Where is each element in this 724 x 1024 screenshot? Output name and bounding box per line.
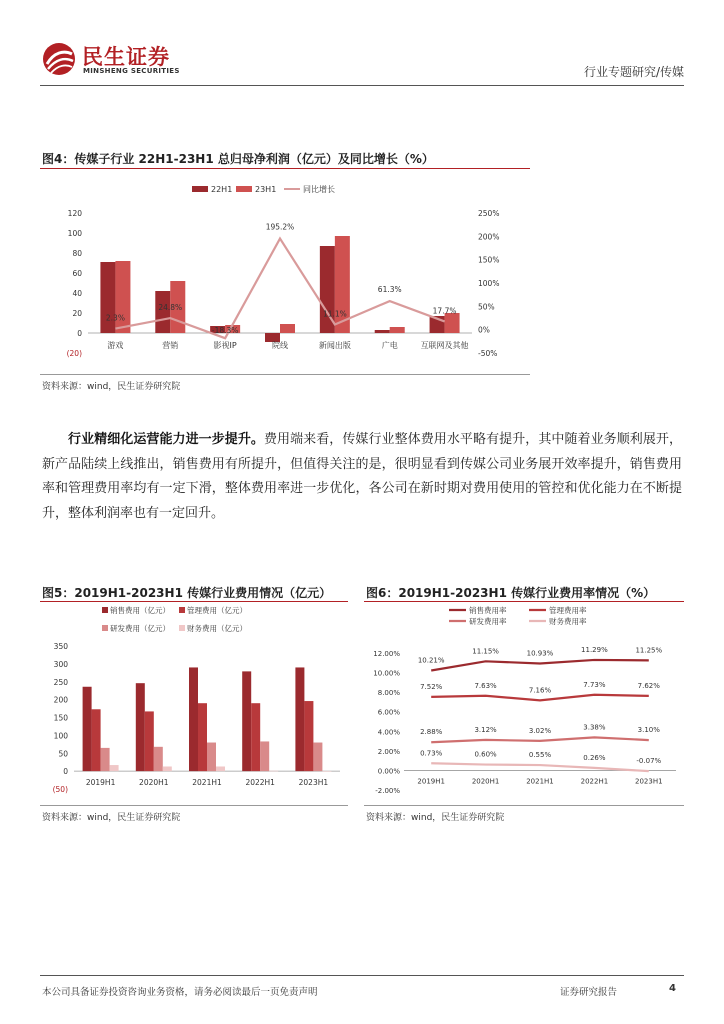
y-tick-label: 250: [53, 677, 68, 687]
x-tick-label: 2022H1: [245, 778, 275, 788]
x-tick-label: 2021H1: [192, 778, 222, 788]
figure5-chart: [40, 603, 348, 805]
figure5-title: 图5：2019H1-2023H1 传媒行业费用情况（亿元）: [42, 586, 332, 600]
data-label: 0.60%: [474, 750, 497, 759]
data-label: 0.26%: [583, 753, 606, 762]
x-tick-label: 2023H1: [635, 777, 663, 786]
figure6-title: 图6：2019H1-2023H1 传媒行业费用率情况（%）: [366, 586, 656, 600]
legend-label: 管理费用（亿元）: [187, 606, 247, 615]
data-label: 7.63%: [474, 681, 497, 690]
data-label: -18.3%: [211, 326, 239, 336]
x-tick-label: 2020H1: [139, 778, 169, 788]
data-label: 61.3%: [377, 285, 402, 295]
x-tick-label: 广电: [381, 341, 398, 350]
data-label: 3.38%: [583, 723, 606, 732]
x-tick-label: 院线: [272, 341, 288, 350]
y-tick-label: 350: [53, 642, 68, 651]
x-tick-label: 互联网及其他: [420, 341, 469, 350]
bar-财务费用（亿元）: [216, 766, 225, 771]
x-tick-label: 影视IP: [213, 341, 237, 350]
data-label: 0.73%: [420, 749, 443, 758]
bar-财务费用（亿元）: [163, 766, 172, 771]
legend-label: 同比增长: [303, 185, 335, 194]
legend-label: 销售费用（亿元）: [110, 606, 170, 615]
bar-22H1: [375, 330, 390, 333]
x-tick-label: 新闻出版: [318, 341, 351, 350]
legend-label: 管理费用率: [549, 606, 587, 615]
y-right-tick-label: 250%: [478, 209, 500, 218]
figure5-source: 资料来源：wind，民生证券研究院: [42, 813, 181, 823]
minsheng-logo-icon: [42, 42, 76, 76]
data-label: 2.88%: [420, 728, 443, 737]
figure4-title: 图4：传媒子行业 22H1-23H1 总归母净利润（亿元）及同比增长（%）: [42, 152, 434, 166]
body-paragraph: [42, 428, 682, 526]
bar-财务费用（亿元）: [110, 765, 119, 771]
logo-text: 民生证券: [82, 45, 170, 69]
data-label: 7.16%: [528, 686, 552, 695]
bar-研发费用（亿元）: [101, 748, 110, 771]
data-label: -0.07%: [636, 757, 662, 766]
data-label: 3.02%: [528, 726, 552, 735]
figure4-chart: [40, 175, 530, 375]
y-tick-label: 2.00%: [377, 747, 400, 756]
x-tick-label: 2021H1: [526, 777, 554, 786]
line-研发费用率: [431, 737, 649, 742]
bar-管理费用（亿元）: [251, 703, 260, 771]
y-left-tick-label: 120: [67, 209, 82, 218]
legend-swatch: [236, 186, 252, 192]
y-tick-label: 50: [58, 749, 68, 759]
y-tick-label: 150: [53, 713, 68, 723]
bar-管理费用（亿元）: [198, 703, 207, 771]
y-tick-label: 200: [53, 695, 68, 705]
y-right-tick-label: -50%: [478, 349, 498, 358]
y-tick-label: 10.00%: [373, 669, 400, 678]
y-right-tick-label: 150%: [478, 255, 500, 265]
figure6-source: 资料来源：wind，民生证券研究院: [366, 813, 505, 823]
legend-swatch: [179, 625, 185, 631]
y-tick-label: 12.00%: [373, 650, 400, 658]
legend-label: 财务费用率: [549, 617, 587, 626]
bar-研发费用（亿元）: [260, 741, 269, 771]
bar-销售费用（亿元）: [295, 667, 304, 771]
y-left-tick-label: (20): [66, 349, 82, 358]
legend-swatch: [102, 607, 108, 613]
y-right-tick-label: 50%: [478, 302, 495, 312]
logo-subtext: MINSHENG SECURITIES: [83, 67, 180, 75]
data-label: 11.1%: [322, 309, 347, 319]
bar-销售费用（亿元）: [242, 671, 251, 771]
y-tick-label: 0.00%: [377, 767, 400, 776]
x-tick-label: 游戏: [107, 341, 124, 350]
bar-管理费用（亿元）: [304, 701, 313, 771]
data-label: 7.73%: [583, 680, 606, 689]
bar-研发费用（亿元）: [154, 747, 163, 771]
legend-label: 22H1: [211, 185, 233, 194]
y-tick-label: 0: [63, 767, 68, 777]
figure6-chart: [364, 603, 684, 805]
data-label: 7.62%: [637, 681, 660, 690]
legend-swatch: [102, 625, 108, 631]
bar-财务费用（亿元）: [269, 771, 278, 772]
bar-销售费用（亿元）: [189, 667, 198, 771]
data-label: 3.12%: [474, 725, 497, 734]
y-left-tick-label: 100: [67, 229, 82, 238]
footer-report-type: 证券研究报告: [560, 987, 618, 998]
x-tick-label: 营销: [162, 341, 179, 350]
data-label: 11.29%: [581, 645, 608, 654]
figure5-title-rule: [40, 601, 348, 602]
data-label: 11.15%: [472, 647, 499, 656]
y-tick-label: 6.00%: [377, 708, 400, 717]
legend-label: 销售费用率: [469, 606, 507, 615]
header-divider: [40, 85, 684, 86]
figure4-bottom-rule: [40, 374, 530, 375]
line-销售费用率: [431, 660, 649, 671]
bar-23H1: [445, 313, 460, 333]
data-label: 2.3%: [105, 313, 125, 323]
data-label: 10.21%: [417, 656, 445, 665]
legend-label: 财务费用（亿元）: [187, 624, 247, 633]
bar-研发费用（亿元）: [313, 743, 322, 772]
y-tick-label: 8.00%: [377, 689, 400, 698]
data-label: 17.7%: [432, 306, 457, 316]
legend-label: 研发费用率: [469, 617, 507, 626]
y-left-tick-label: 80: [72, 249, 82, 258]
footer-divider: [40, 975, 684, 976]
bar-销售费用（亿元）: [83, 687, 92, 771]
figure6-bottom-rule: [364, 805, 684, 806]
paragraph-lead: 行业精细化运营能力进一步提升。: [68, 432, 264, 447]
data-label: 11.25%: [635, 646, 663, 655]
data-label: 3.10%: [637, 726, 660, 735]
page-header: [40, 38, 684, 84]
y-left-tick-label: 40: [72, 289, 82, 298]
y-tick-label: 4.00%: [377, 728, 400, 737]
bar-管理费用（亿元）: [145, 711, 154, 771]
data-label: 195.2%: [265, 222, 295, 232]
y-tick-label: -2.00%: [375, 787, 400, 795]
legend-label: 研发费用（亿元）: [110, 624, 170, 633]
data-label: 10.93%: [526, 649, 554, 658]
y-right-tick-label: 100%: [478, 279, 500, 288]
legend-swatch: [192, 186, 208, 192]
x-tick-label: 2022H1: [580, 777, 609, 786]
x-tick-label: 2019H1: [417, 777, 445, 786]
paragraph-body: 费用端来看，传媒行业整体费用水平略有提升，其中随着业务顺利展开，新产品陆续上线推出，销售费用有所提升，但值得关注的是，很明显看到传媒公司业务展开效率提升，销售费用率和管理费用率均有一定下滑，整体费用率进一步优化，各公司在新时期对费用使用的管控和优化能力在不断提升，整体利润率也有一定回升。: [42, 432, 682, 521]
figure6-title-rule: [364, 601, 684, 602]
y-left-tick-label: 20: [72, 309, 82, 318]
bar-23H1: [390, 327, 405, 333]
x-tick-label: 2023H1: [298, 778, 329, 788]
line-财务费用率: [431, 763, 649, 771]
page-number: 4: [669, 983, 676, 994]
bar-23H1: [280, 324, 295, 333]
y-left-tick-label: 0: [77, 329, 82, 338]
figure4-title-rule: [40, 168, 530, 169]
figure4-source: 资料来源：wind，民生证券研究院: [42, 382, 181, 392]
y-tick-label: 300: [53, 659, 68, 669]
legend-swatch: [179, 607, 185, 613]
bar-销售费用（亿元）: [136, 683, 145, 771]
footer-disclaimer: 本公司具备证券投资咨询业务资格，请务必阅读最后一页免责声明: [42, 987, 318, 998]
bar-财务费用（亿元）: [322, 771, 331, 772]
legend-label: 23H1: [255, 185, 277, 194]
line-管理费用率: [431, 695, 649, 701]
figure5-bottom-rule: [40, 805, 348, 806]
x-tick-label: 2020H1: [471, 777, 500, 786]
y-tick-label: 100: [53, 731, 68, 741]
y-left-tick-label: 60: [72, 269, 82, 278]
y-right-tick-label: 200%: [478, 232, 500, 242]
data-label: 0.55%: [528, 751, 552, 760]
y-tick-label: (50): [52, 785, 68, 794]
x-tick-label: 2019H1: [85, 778, 116, 788]
data-label: 24.8%: [158, 303, 183, 313]
report-section: 行业专题研究/传媒: [583, 65, 684, 79]
bar-研发费用（亿元）: [207, 743, 216, 772]
y-right-tick-label: 0%: [478, 325, 490, 335]
bar-管理费用（亿元）: [92, 709, 101, 771]
data-label: 7.52%: [420, 682, 443, 691]
